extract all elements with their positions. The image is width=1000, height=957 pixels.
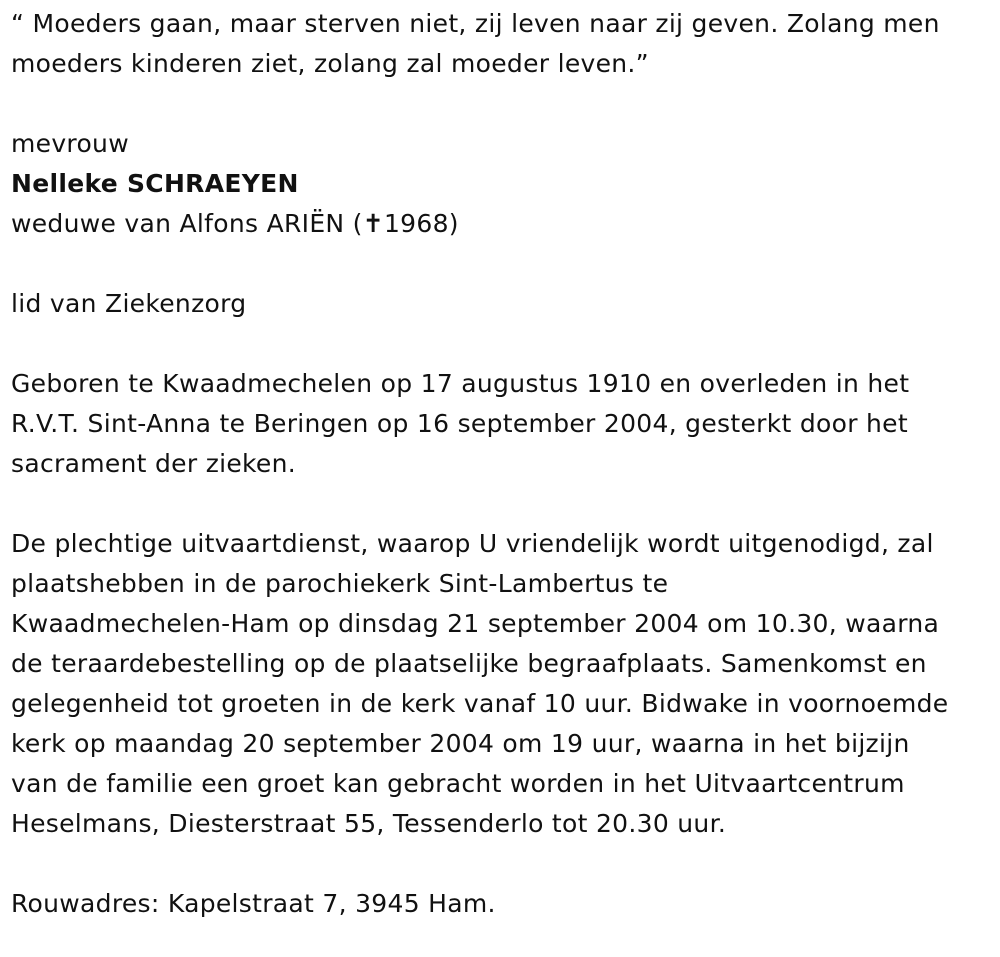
birth-death-line: sacrament der zieken. [11, 449, 296, 478]
spacer [11, 244, 991, 284]
service-line: gelegenheid tot groeten in de kerk vanaf 10 uur. Bidwake in voornoemde [11, 689, 949, 718]
spacer [11, 84, 991, 124]
quote-line: moeders kinderen ziet, zolang zal moeder leven.” [11, 49, 649, 78]
service-line: de teraardebestelling op de plaatselijke begraafplaats. Samenkomst en [11, 649, 927, 678]
service-line: Kwaadmechelen-Ham op dinsdag 21 september 2004 om 10.30, waarna [11, 609, 940, 638]
service-line: kerk op maandag 20 september 2004 om 19 uur, waarna in het bijzijn [11, 729, 910, 758]
spacer [11, 484, 991, 524]
widow-of: weduwe van Alfons ARIËN (✝1968) [11, 209, 459, 238]
birth-death-line: R.V.T. Sint-Anna te Beringen op 16 september 2004, gesterkt door het [11, 409, 908, 438]
honorific: mevrouw [11, 129, 129, 158]
service-line: De plechtige uitvaartdienst, waarop U vriendelijk wordt uitgenodigd, zal [11, 529, 934, 558]
membership: lid van Ziekenzorg [11, 289, 247, 318]
quote-line: “ Moeders gaan, maar sterven niet, zij leven naar zij geven. Zolang men [11, 9, 940, 38]
spacer [11, 844, 991, 884]
birth-death-line: Geboren te Kwaadmechelen op 17 augustus 1910 en overleden in het [11, 369, 910, 398]
mourning-address: Rouwadres: Kapelstraat 7, 3945 Ham. [11, 889, 496, 918]
deceased-name: Nelleke SCHRAEYEN [11, 169, 299, 198]
service-line: Heselmans, Diesterstraat 55, Tessenderlo tot 20.30 uur. [11, 809, 727, 838]
spacer [11, 324, 991, 364]
service-line: van de familie een groet kan gebracht worden in het Uitvaartcentrum [11, 769, 905, 798]
service-line: plaatshebben in de parochiekerk Sint-Lambertus te [11, 569, 669, 598]
death-notice [11, 4, 991, 924]
